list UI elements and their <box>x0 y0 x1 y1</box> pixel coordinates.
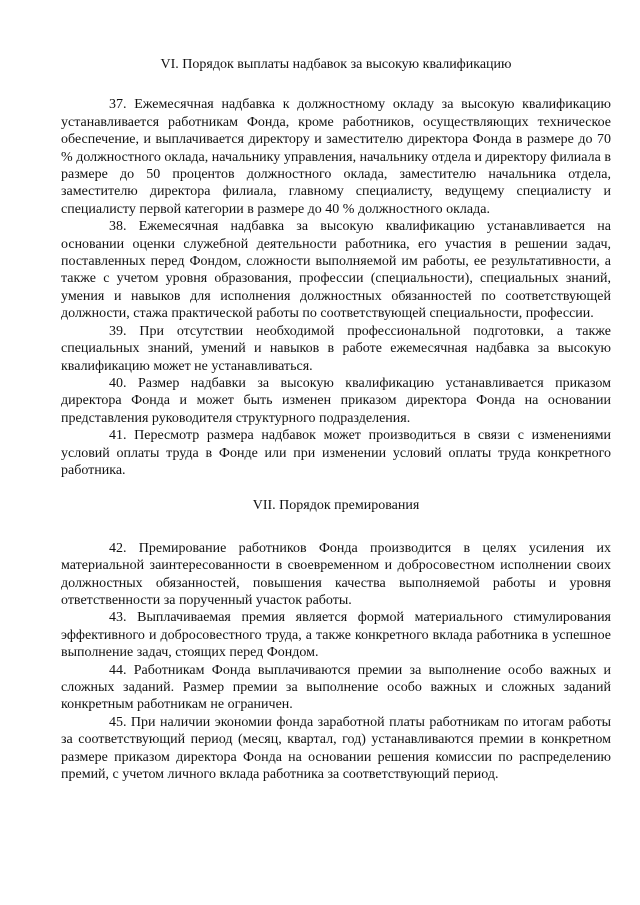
paragraph-43: 43. Выплачиваемая премия является формой материального стимулирования эффективного и добросовестного труда, а также конкретного вклада работника в успешное выполнение задач, стоящих перед Фондом. <box>61 610 611 661</box>
paragraph-39: 39. При отсутствии необходимой профессиональной подготовки, а также специальных знаний, умений и навыков в работе ежемесячная надбавка за высокую квалификацию может не устанавливаться. <box>61 323 611 374</box>
paragraph-45: 45. При наличии экономии фонда заработной платы работникам по итогам работы за соответствующий период (месяц, квартал, год) устанавливаются премии в конкретном размере приказом директора Фонда на основании решения комиссии по распределению премий, с учетом личного вклада работника за соответствующий период. <box>61 714 611 783</box>
section-7-title: VII. Порядок премирования <box>252 498 420 514</box>
document-page <box>61 56 611 783</box>
paragraph-40: 40. Размер надбавки за высокую квалификацию устанавливается приказом директора Фонда и может быть изменен приказом директора Фонда на основании представления руководителя структурного подразделения. <box>61 375 611 426</box>
paragraph-38: 38. Ежемесячная надбавка за высокую квалификацию устанавливается на основании оценки служебной деятельности работника, его участия в решении задач, поставленных перед Фондом, сложности выполняемой им работы, ее результативности, а также с учетом уровня образования, профессии (специальности), специальных знаний, умения и навыков для исполнения должностных обязанностей по соответствующей должности, стажа практической работы по соответствующей специальности, профессии. <box>61 219 611 322</box>
section-6-title: VI. Порядок выплаты надбавок за высокую квалификацию <box>160 57 512 72</box>
paragraph-37: 37. Ежемесячная надбавка к должностному окладу за высокую квалификацию устанавливается работникам Фонда, кроме работников, осуществляющих техническое обеспечение, и выплачивается директору и заместителю директора Фонда в размере до 70 % должностного оклада, начальнику управления, начальнику отдела и директору филиала в размере до 50 процентов должностного оклада, заместителю начальника отдела, заместителю директора филиала, главному специалисту, ведущему специалисту и специалисту первой категории в размере до 40 % должностного оклада. <box>61 97 611 217</box>
paragraph-41: 41. Пересмотр размера надбавок может производиться в связи с изменениями условий оплаты труда в Фонде или при изменении условий оплаты труда конкретного работника. <box>61 428 611 478</box>
paragraph-44: 44. Работникам Фонда выплачиваются премии за выполнение особо важных и сложных заданий. Размер премии за выполнение особо важных и сложных заданий конкретным работникам не ограничен. <box>61 662 611 713</box>
paragraph-42: 42. Премирование работников Фонда производится в целях усиления их материальной заинтересованности в своевременном и добросовестном исполнении своих должностных обязанностей, повышения качества выполняемой работы и уровня ответственности за порученный участок работы. <box>61 540 611 608</box>
